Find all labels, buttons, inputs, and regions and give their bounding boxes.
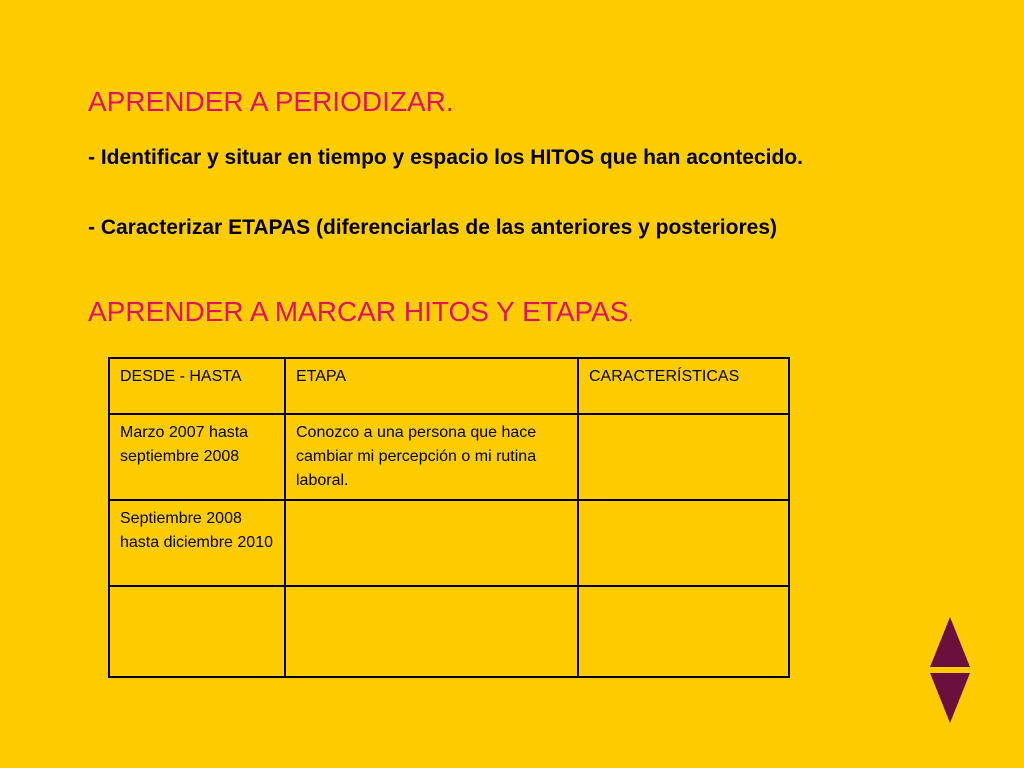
triangle-down-icon [930, 671, 970, 723]
cell-desde-hasta: Septiembre 2008 hasta diciembre 2010 [109, 500, 285, 586]
triangle-up-icon [930, 617, 970, 669]
bullet-identificar-hitos: - Identificar y situar en tiempo y espacio los HITOS que han acontecido. [88, 146, 803, 169]
cell-desde-hasta [109, 586, 285, 677]
next-slide-button[interactable] [930, 671, 970, 723]
table-row [109, 500, 789, 586]
table-header-row [109, 358, 789, 414]
bullet-caracterizar-etapas: - Caracterizar ETAPAS (diferenciarlas de las anteriores y posteriores) [88, 216, 777, 239]
cell-caracteristicas [578, 414, 789, 500]
cell-desde-hasta: Marzo 2007 hasta septiembre 2008 [109, 414, 285, 500]
header-etapa: ETAPA [285, 358, 578, 414]
cell-caracteristicas [578, 500, 789, 586]
header-caracteristicas: CARACTERÍSTICAS [578, 358, 789, 414]
cell-caracteristicas [578, 586, 789, 677]
cell-etapa: Conozco a una persona que hace cambiar mi percepción o mi rutina laboral. [285, 414, 578, 500]
section-title-text: APRENDER A MARCAR HITOS Y ETAPAS [88, 296, 629, 327]
table-row [109, 586, 789, 677]
table-row [109, 414, 789, 500]
header-desde-hasta: DESDE - HASTA [109, 358, 285, 414]
section-title-periodizar: APRENDER A PERIODIZAR. [88, 86, 454, 117]
cell-etapa [285, 586, 578, 677]
section-title-period: . [628, 308, 633, 325]
stages-table [108, 357, 790, 678]
section-title-marcar-hitos [88, 296, 633, 328]
previous-slide-button[interactable] [930, 617, 970, 669]
cell-etapa [285, 500, 578, 586]
